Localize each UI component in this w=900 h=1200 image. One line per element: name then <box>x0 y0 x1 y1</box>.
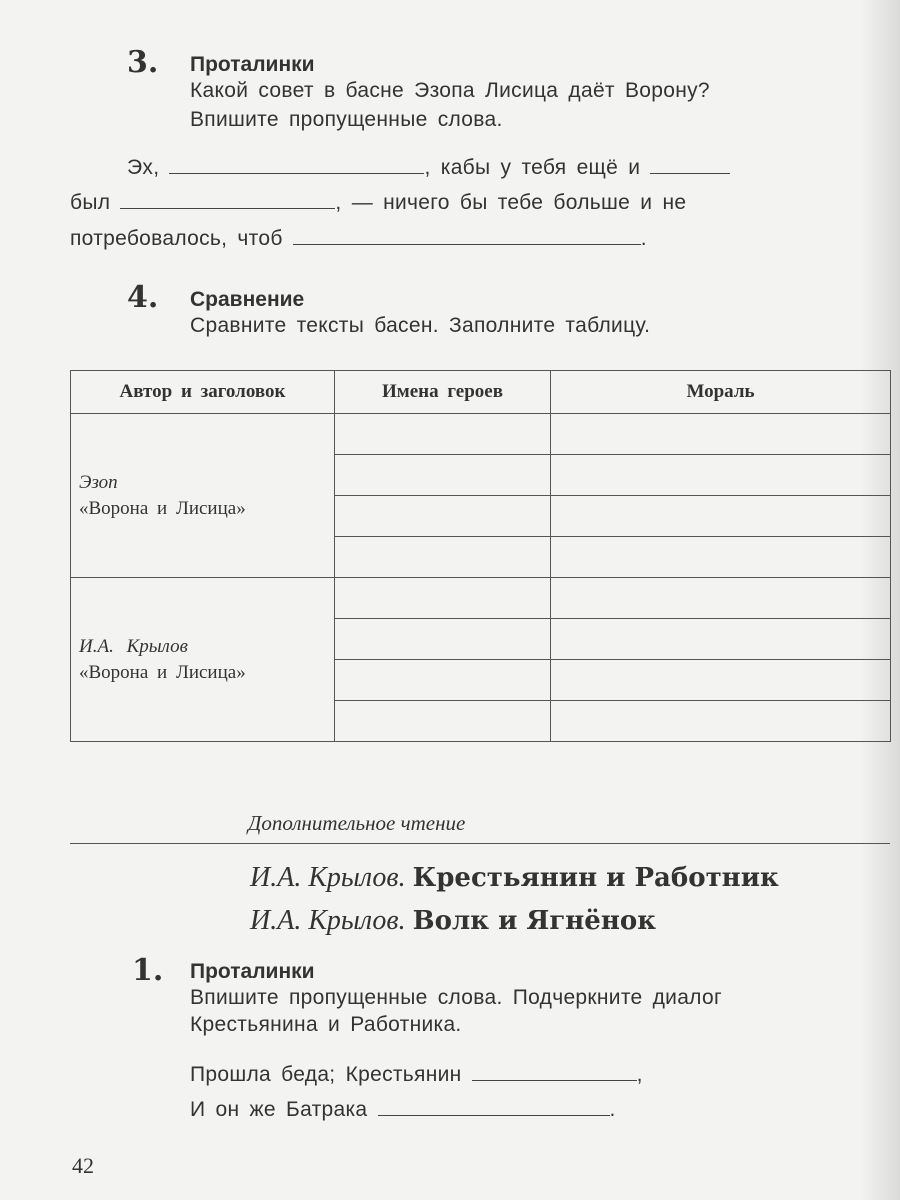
task-1-number: 1. <box>132 953 164 988</box>
fable-name: Волк и Ягнёнок <box>412 906 656 936</box>
task-4-title: Сравнение <box>190 288 305 311</box>
task-3-instruction-2: Впишите пропущенные слова. <box>190 108 503 131</box>
moral-cell[interactable] <box>551 455 891 496</box>
fable-author: И.А. Крылов. <box>250 862 406 893</box>
task-3-title: Проталинки <box>190 53 315 76</box>
author-name: И.А. Крылов <box>79 635 188 657</box>
header-moral: Мораль <box>551 371 891 414</box>
page-number: 42 <box>72 1153 94 1178</box>
fable-name: Крестьянин и Работник <box>412 863 779 893</box>
section-divider <box>70 843 890 844</box>
task-4-number: 4. <box>127 280 159 315</box>
blank-answer-field[interactable] <box>293 243 641 245</box>
task-1-instruction-1: Впишите пропущенные слова. Подчеркните диалог <box>190 986 722 1009</box>
fill-text: . <box>640 227 647 250</box>
fill-text: , — ничего бы тебе больше и не <box>335 191 687 214</box>
task-1-instruction-2: Крестьянина и Работника. <box>190 1013 462 1036</box>
fable-heading-1 <box>250 862 779 894</box>
verse-text: И он же Батрака <box>190 1098 368 1121</box>
task-3-fill-row-1 <box>127 156 730 180</box>
moral-cell[interactable] <box>551 578 891 619</box>
heroes-cell[interactable] <box>335 660 551 701</box>
task-3-number: 3. <box>127 45 159 80</box>
author-name: Эзоп <box>79 471 118 493</box>
heroes-cell[interactable] <box>335 455 551 496</box>
task-4-instruction: Сравните тексты басен. Заполните таблицу. <box>190 314 651 337</box>
fill-text: был <box>70 191 111 214</box>
moral-cell[interactable] <box>551 660 891 701</box>
verse-text: , <box>636 1063 643 1086</box>
blank-answer-field[interactable] <box>120 207 335 209</box>
task-3-fill-row-2 <box>70 191 686 215</box>
heroes-cell[interactable] <box>335 619 551 660</box>
heroes-cell[interactable] <box>335 537 551 578</box>
header-heroes: Имена героев <box>335 371 551 414</box>
heroes-cell[interactable] <box>335 414 551 455</box>
moral-cell[interactable] <box>551 701 891 742</box>
fable-title: «Ворона и Лисица» <box>79 497 246 519</box>
moral-cell[interactable] <box>551 537 891 578</box>
moral-cell[interactable] <box>551 619 891 660</box>
blank-answer-field[interactable] <box>650 172 730 174</box>
task-1-verse-line-2 <box>190 1098 616 1122</box>
task-1-verse-line-1 <box>190 1063 643 1087</box>
fill-text: потребовалось, чтоб <box>70 227 283 250</box>
blank-answer-field[interactable] <box>169 172 424 174</box>
header-author: Автор и заголовок <box>71 371 335 414</box>
moral-cell[interactable] <box>551 414 891 455</box>
task-3-instruction-1: Какой совет в басне Эзопа Лисица даёт Ворону? <box>190 79 710 102</box>
table-row <box>71 414 891 455</box>
task-1-title: Проталинки <box>190 960 315 983</box>
comparison-table <box>70 370 891 742</box>
fill-text: Эх, <box>127 156 160 179</box>
author-cell-krylov <box>71 578 335 742</box>
blank-answer-field[interactable] <box>378 1114 610 1116</box>
fable-heading-2 <box>250 905 656 937</box>
heroes-cell[interactable] <box>335 578 551 619</box>
fill-text: , кабы у тебя ещё и <box>424 156 641 179</box>
fable-author: И.А. Крылов. <box>250 905 406 936</box>
table-row <box>71 578 891 619</box>
verse-text: Прошла беда; Крестьянин <box>190 1063 462 1086</box>
moral-cell[interactable] <box>551 496 891 537</box>
task-3-fill-row-3 <box>70 227 647 251</box>
blank-answer-field[interactable] <box>472 1079 637 1081</box>
verse-text: . <box>609 1098 616 1121</box>
extra-reading-label: Дополнительное чтение <box>248 811 466 835</box>
heroes-cell[interactable] <box>335 701 551 742</box>
table-header-row <box>71 371 891 414</box>
fable-title: «Ворона и Лисица» <box>79 661 246 683</box>
author-cell-aesop <box>71 414 335 578</box>
heroes-cell[interactable] <box>335 496 551 537</box>
